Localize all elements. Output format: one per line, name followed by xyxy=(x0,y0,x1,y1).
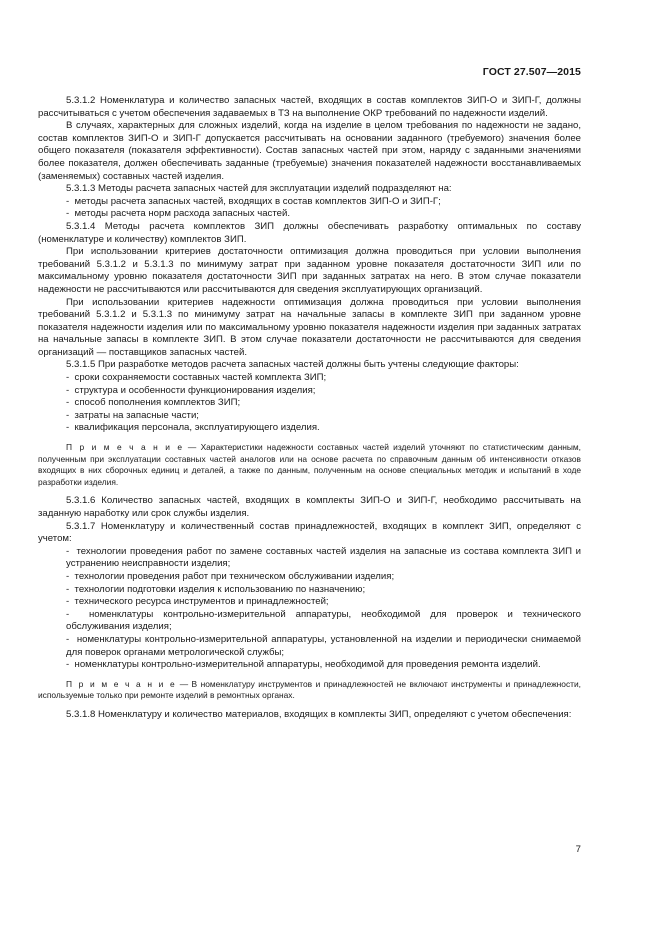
clause-5-3-1-7: 5.3.1.7 Номенклатуру и количественный состав принадлежностей, входящих в комплект ЗИП, определяют с учетом: xyxy=(38,520,581,545)
note-text: В номенклатуру инструментов и принадлежностей не включают инструменты и принадлежности, используемые только при ремонте изделий в ремонтных органах. xyxy=(38,678,581,701)
document-body xyxy=(38,95,581,722)
clause-5-3-1-6: 5.3.1.6 Количество запасных частей, входящих в комплекты ЗИП-О и ЗИП-Г, необходимо рассчитывать на заданную наработку или срок службы изделия. xyxy=(38,495,581,519)
doc-code-header: ГОСТ 27.507—2015 xyxy=(482,66,581,78)
list-item: - затраты на запасные части; xyxy=(66,410,581,423)
list-item: - номенклатуры контрольно-измерительной аппаратуры, необходимой для проверок и технического обслуживания изделия; xyxy=(66,609,581,634)
list-item: - технологии проведения работ при техническом обслуживании изделия; xyxy=(66,571,581,584)
clause-5-3-1-5: 5.3.1.5 При разработке методов расчета запасных частей должны быть учтены следующие факторы: xyxy=(66,359,519,371)
list-item: - номенклатуры контрольно-измерительной аппаратуры, необходимой для проведения ремонта изделий. xyxy=(66,659,581,672)
clause-5-3-1-8: 5.3.1.8 Номенклатуру и количество материалов, входящих в комплекты ЗИП, определяют с учетом обеспечения: xyxy=(66,708,572,720)
list-item: - способ пополнения комплектов ЗИП; xyxy=(66,397,581,410)
paragraph-sufficiency-criteria: При использовании критериев достаточности оптимизация должна проводиться при условии выполнения требований 5.3.1.2 и 5.3.1.3 по минимуму затрат при заданном уровне показателя достаточности ЗИП или по максимальному уровню показателя достаточности ЗИП при заданных затратах на него. В этом случае показатели надежности не рассчитываются или рассчитываются для сведения эксплуатирующих организаций. xyxy=(38,246,581,295)
list-item: - квалификация персонала, эксплуатирующего изделия. xyxy=(66,422,581,435)
note-label: П р и м е ч а н и е xyxy=(66,442,184,453)
list-item: - структура и особенности функционирования изделия; xyxy=(66,385,581,398)
list-item: - технологии проведения работ по замене составных частей изделия на запасные из состава комплекта ЗИП и устранению неисправности изделия; xyxy=(66,546,581,571)
note-text: Характеристики надежности составных частей изделий уточняют по статистическим данным, полученным при эксплуатации составных частей аналогов или на основе расчета по справочным данным об интенсивности отказов входящих в них сборочных единиц и деталей, а также по данным, полученным на основе специальных методик и испытаний в ходе разработки изделия. xyxy=(38,442,581,487)
list-item: - технического ресурса инструментов и принадлежностей; xyxy=(66,596,581,609)
paragraph-reliability-criteria: При использовании критериев надежности оптимизация должна проводиться при условии выполнения требований 5.3.1.2 и 5.3.1.3 по минимуму затрат на начальные запасы в комплекте ЗИП при заданном уровне показателя надежности изделия или по максимальному уровню показателя надежности изделия при заданных затратах на начальные запасы в комплекте ЗИП. В этом случае показатели достаточности не рассчитываются для сведения организаций — поставщиков запасных частей. xyxy=(38,296,581,358)
clause-5-3-1-2: 5.3.1.2 Номенклатура и количество запасных частей, входящих в состав комплектов ЗИП-О и ЗИП-Г, должны рассчитываться с учетом обеспечения задаваемых в ТЗ на выполнение ОКР требований по надежности изделий. xyxy=(38,95,581,119)
list-item: - сроки сохраняемости составных частей комплекта ЗИП; xyxy=(66,372,581,385)
note-reliability: П р и м е ч а н и е — Характеристики надежности составных частей изделий уточняют по статистическим данным, полученным при эксплуатации составных частей аналогов или на основе расчета по справочным данным об интенсивности отказов входящих в них сборочных единиц и деталей, а также по данным, полученным на основе специальных методик и испытаний в ходе разработки изделия. xyxy=(38,442,581,487)
note-label: П р и м е ч а н и е xyxy=(66,678,177,689)
clause-5-3-1-4: 5.3.1.4 Методы расчета комплектов ЗИП должны обеспечивать разработку оптимальных по составу (номенклатуре и количеству) комплектов ЗИП. xyxy=(38,220,581,245)
page-number: 7 xyxy=(575,844,581,855)
list-item: - технологии подготовки изделия к использованию по назначению; xyxy=(66,584,581,597)
paragraph-complex-products: В случаях, характерных для сложных изделий, когда на изделие в целом требования по надежности не задано, состав комплектов ЗИП-О и ЗИП-Г допускается рассчитывать на основании заданного (требуемого) значения более общего показателя (показателя эффективности). Состав запасных частей при этом, наряду с заданными значениями более показателя, должен обеспечивать заданные (требуемые) значения показателей надежности восстанавливаемых (заменяемых) составных частей изделия. xyxy=(38,120,581,182)
list-item: - методы расчета норм расхода запасных частей. xyxy=(66,208,581,221)
clause-5-3-1-3: 5.3.1.3 Методы расчета запасных частей для эксплуатации изделий подразделяют на: xyxy=(66,183,452,195)
list-item: - номенклатуры контрольно-измерительной аппаратуры, установленной на изделии и периодически снимаемой для поверок органами метрологической службы; xyxy=(66,634,581,659)
note-tools: П р и м е ч а н и е — В номенклатуру инструментов и принадлежностей не включают инструменты и принадлежности, используемые только при ремонте изделий в ремонтных органах. xyxy=(38,678,581,701)
list-item: - методы расчета запасных частей, входящих в состав комплектов ЗИП-О и ЗИП-Г; xyxy=(66,196,581,209)
